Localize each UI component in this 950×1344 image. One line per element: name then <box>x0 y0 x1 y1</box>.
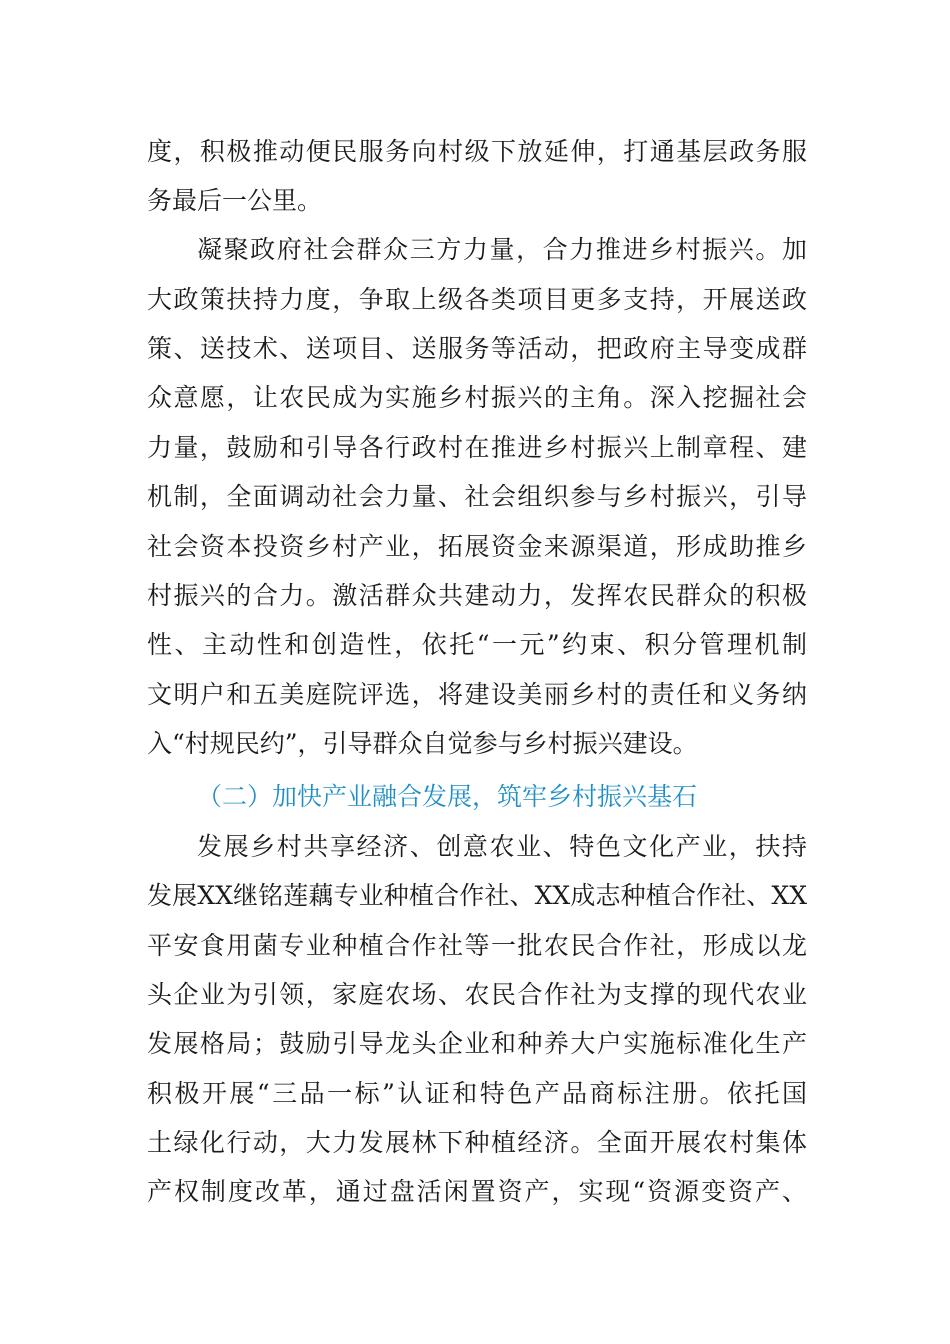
text-line: 发展格局；鼓励引导龙头企业和种养大户实施标准化生产 <box>147 1029 807 1058</box>
text-line: 社会资本投资乡村产业，拓展资金来源渠道，形成助推乡 <box>147 532 807 561</box>
text-line: 村振兴的合力。激活群众共建动力，发挥农民群众的积极 <box>147 581 807 610</box>
text-line: 文明户和五美庭院评选，将建设美丽乡村的责任和义务纳 <box>147 680 807 709</box>
paragraph-first-line: 发展乡村共享经济、创意农业、特色文化产业，扶持 <box>197 832 807 861</box>
text-line: 力量，鼓励和引导各行政村在推进乡村振兴上制章程、建 <box>147 433 807 462</box>
text-line: 度，积极推动便民服务向村级下放延伸，打通基层政务服 <box>147 137 807 166</box>
text-line: 性、主动性和创造性，依托“一元”约束、积分管理机制 <box>147 630 807 659</box>
text-line: 积极开展“三品一标”认证和特色产品商标注册。依托国 <box>147 1079 807 1108</box>
text-line: 众意愿，让农民成为实施乡村振兴的主角。深入挖掘社会 <box>147 383 807 412</box>
text-line: 入“村规民约”，引导群众自觉参与乡村振兴建设。 <box>147 729 698 758</box>
text-line: 平安食用菌专业种植合作社等一批农民合作社，形成以龙 <box>147 931 807 960</box>
text-line: 大政策扶持力度，争取上级各类项目更多支持，开展送政 <box>147 285 807 314</box>
text-line: 头企业为引领，家庭农场、农民合作社为支撑的现代农业 <box>147 980 807 1009</box>
text-line: 产权制度改革，通过盘活闲置资产，实现“资源变资产、 <box>147 1177 807 1206</box>
text-line: 务最后一公里。 <box>147 186 323 215</box>
text-line: 发展XX继铭莲藕专业种植合作社、XX成志种植合作社、XX <box>147 881 807 910</box>
text-line: 机制，全面调动社会力量、社会组织参与乡村振兴，引导 <box>147 482 807 511</box>
section-heading: （二）加快产业融合发展，筑牢乡村振兴基石 <box>197 782 698 811</box>
paragraph-first-line: 凝聚政府社会群众三方力量，合力推进乡村振兴。加 <box>197 235 807 264</box>
text-line: 策、送技术、送项目、送服务等活动，把政府主导变成群 <box>147 334 807 363</box>
text-line: 土绿化行动，大力发展林下种植经济。全面开展农村集体 <box>147 1128 807 1157</box>
